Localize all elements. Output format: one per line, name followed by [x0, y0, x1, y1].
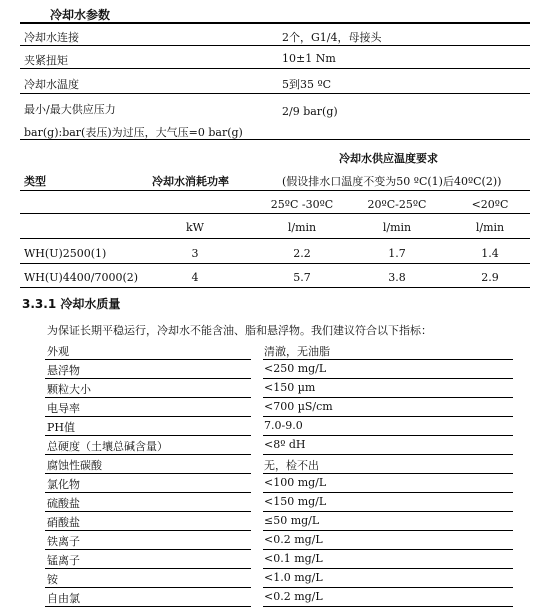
divider — [263, 568, 513, 569]
flow-cell: 5.7 — [293, 271, 311, 284]
divider — [45, 568, 251, 569]
params-note: bar(g):bar(表压)为过压，大气压=0 bar(g) — [24, 126, 243, 139]
temp-header: 冷却水供应温度要求 — [339, 152, 438, 165]
divider — [263, 435, 513, 436]
params-label: 冷却水温度 — [24, 78, 79, 91]
quality-label: 硫酸盐 — [47, 497, 80, 510]
params-label: 夹紧扭矩 — [24, 54, 68, 67]
temp-range: <20ºC — [471, 198, 509, 211]
divider — [263, 587, 513, 588]
divider — [45, 587, 251, 588]
quality-label: 自由氯 — [47, 592, 80, 605]
divider — [20, 238, 530, 239]
params-title: 冷却水参数 — [50, 8, 111, 22]
temp-range: 25ºC -30ºC — [270, 198, 334, 211]
unit-flow: l/min — [382, 221, 412, 234]
quality-label: 锰离子 — [47, 554, 80, 567]
divider — [263, 549, 513, 550]
quality-heading: 3.3.1 冷却水质量 — [22, 297, 121, 311]
divider — [45, 606, 251, 607]
quality-value: <0.2 mg/L — [264, 590, 323, 603]
quality-value: <250 mg/L — [264, 362, 327, 375]
power-cell: 3 — [191, 247, 199, 260]
divider — [45, 378, 251, 379]
quality-label: 外观 — [47, 345, 69, 358]
quality-label: 总硬度（土壤总碱含量） — [47, 440, 168, 453]
quality-label: 悬浮物 — [47, 364, 80, 377]
divider — [263, 359, 513, 360]
quality-label: 铁离子 — [47, 535, 80, 548]
divider — [45, 511, 251, 512]
quality-label: 氯化物 — [47, 478, 80, 491]
divider — [20, 287, 530, 288]
quality-label: 腐蚀性碳酸 — [47, 459, 102, 472]
divider — [263, 530, 513, 531]
divider — [45, 473, 251, 474]
type-header: 类型 — [24, 175, 46, 188]
divider — [263, 397, 513, 398]
params-value: 2个，G1/4，母接头 — [282, 31, 382, 44]
divider — [20, 93, 530, 94]
quality-label: 颗粒大小 — [47, 383, 91, 396]
quality-value: <8º dH — [264, 438, 306, 451]
unit-flow: l/min — [475, 221, 505, 234]
divider — [45, 397, 251, 398]
quality-value: <150 µm — [264, 381, 316, 394]
quality-value: 清澈，无油脂 — [264, 345, 330, 358]
flow-cell: 3.8 — [388, 271, 406, 284]
divider — [263, 606, 513, 607]
unit-flow: l/min — [287, 221, 317, 234]
quality-label: PH值 — [47, 421, 75, 434]
divider — [45, 359, 251, 360]
params-value: 5到35 ºC — [282, 78, 332, 91]
type-cell: WH(U)4400/7000(2) — [24, 271, 139, 284]
divider — [263, 473, 513, 474]
divider — [45, 492, 251, 493]
power-header: 冷却水消耗功率 — [152, 175, 229, 188]
quality-value: 7.0-9.0 — [264, 419, 303, 432]
flow-cell: 1.4 — [481, 247, 499, 260]
divider — [45, 549, 251, 550]
divider — [20, 22, 530, 24]
divider — [20, 213, 530, 214]
quality-value: <150 mg/L — [264, 495, 327, 508]
flow-cell: 2.9 — [481, 271, 499, 284]
divider — [263, 454, 513, 455]
divider — [20, 190, 530, 191]
unit-power: kW — [186, 221, 204, 234]
divider — [45, 416, 251, 417]
quality-value: <0.1 mg/L — [264, 552, 323, 565]
divider — [20, 45, 530, 46]
quality-value: <1.0 mg/L — [264, 571, 323, 584]
flow-cell: 1.7 — [388, 247, 406, 260]
power-cell: 4 — [191, 271, 199, 284]
divider — [263, 511, 513, 512]
quality-value: <100 mg/L — [264, 476, 327, 489]
temp-range: 20ºC-25ºC — [367, 198, 427, 211]
quality-value: <0.2 mg/L — [264, 533, 323, 546]
quality-value: <700 µS/cm — [264, 400, 333, 413]
params-label: 冷却水连接 — [24, 31, 79, 44]
quality-value: ≤50 mg/L — [264, 514, 320, 527]
quality-label: 铵 — [47, 573, 58, 586]
divider — [45, 435, 251, 436]
flow-cell: 2.2 — [293, 247, 311, 260]
divider — [263, 492, 513, 493]
quality-value: 无，检不出 — [264, 459, 319, 472]
divider — [263, 416, 513, 417]
divider — [263, 378, 513, 379]
params-value: 2/9 bar(g) — [282, 105, 338, 118]
params-label: 最小/最大供应压力 — [24, 103, 116, 116]
params-value: 10±1 Nm — [282, 52, 336, 65]
divider — [20, 68, 530, 69]
quality-label: 硝酸盐 — [47, 516, 80, 529]
type-cell: WH(U)2500(1) — [24, 247, 107, 260]
temp-note: (假设排水口温度不变为50 ºC(1)后40ºC(2)) — [282, 175, 502, 188]
quality-intro: 为保证长期平稳运行，冷却水不能含油、脂和悬浮物。我们建议符合以下指标： — [47, 324, 432, 337]
divider — [20, 139, 530, 140]
divider — [45, 454, 251, 455]
quality-label: 电导率 — [47, 402, 80, 415]
divider — [45, 530, 251, 531]
divider — [20, 263, 530, 264]
